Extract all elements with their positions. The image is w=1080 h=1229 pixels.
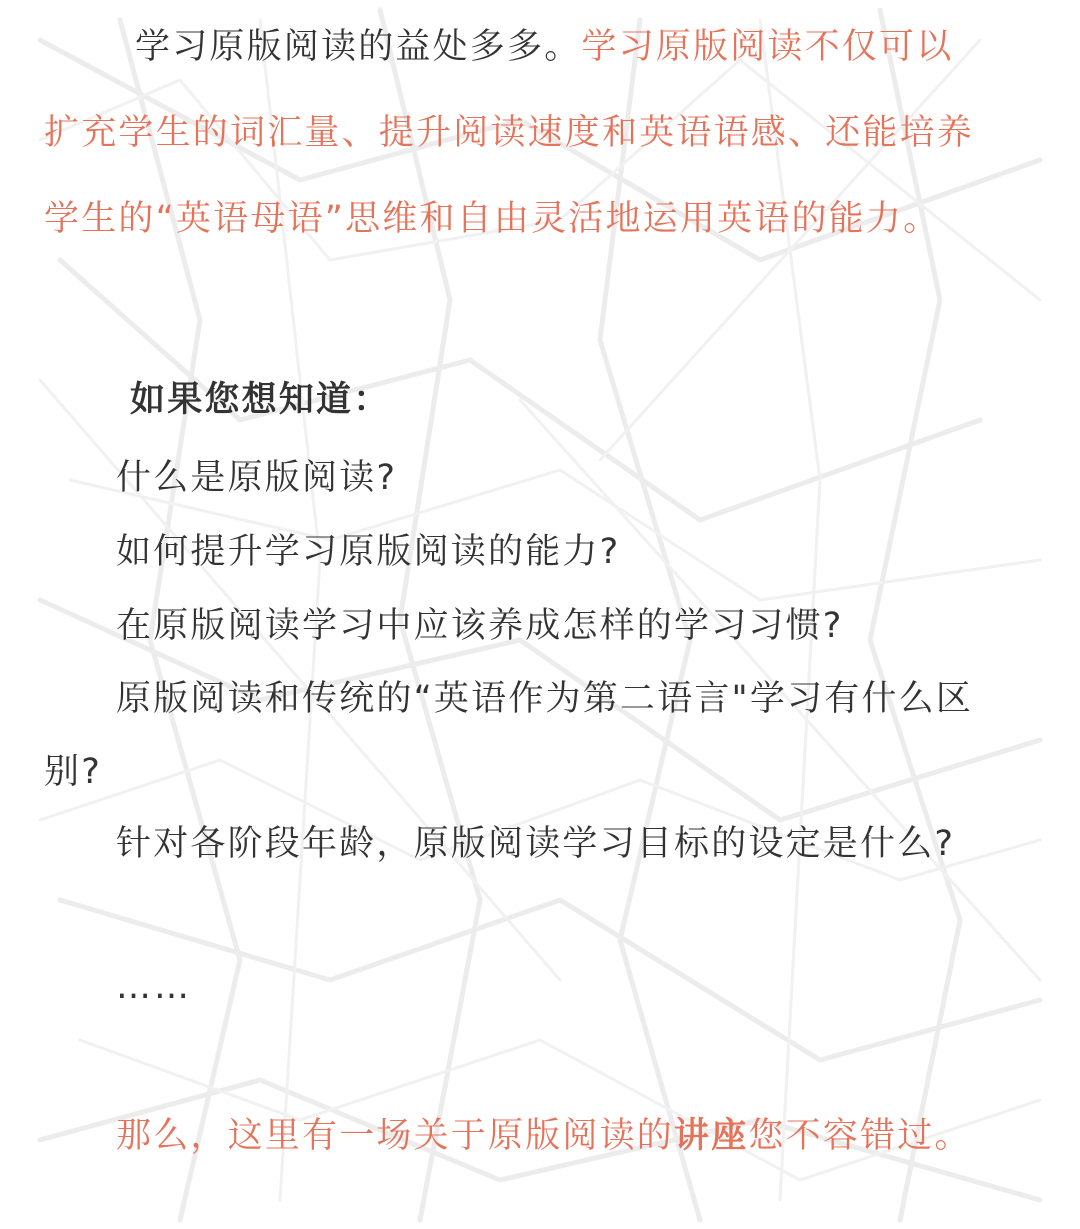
intro-line-2: 扩充学生的词汇量、提升阅读速度和英语语感、还能培养 [44,113,975,153]
closing-line [116,1114,972,1158]
question-4-line-1: 原版阅读和传统的“英语作为第二语言"学习有什么区 [116,679,974,719]
closing-text-2: 您不容错过。 [748,1116,972,1156]
question-2: 如何提升学习原版阅读的能力? [116,532,621,572]
ellipsis: …… [116,967,192,1007]
closing-bold-text: 讲座 [674,1116,749,1156]
questions-heading: 如果您想知道： [130,380,391,420]
intro-line-1 [135,25,953,69]
question-1: 什么是原版阅读? [116,458,398,498]
intro-plain-text: 学习原版阅读的益处多多。 [135,27,582,67]
question-3: 在原版阅读学习中应该养成怎样的学习习惯? [116,606,844,646]
intro-line-3: 学生的“英语母语”思维和自由灵活地运用英语的能力。 [44,199,941,239]
question-5: 针对各阶段年龄，原版阅读学习目标的设定是什么? [116,824,956,864]
intro-highlight-text-1: 学习原版阅读不仅可以 [581,27,954,67]
closing-text-1: 那么，这里有一场关于原版阅读的 [116,1116,675,1156]
question-4-line-2: 别? [44,752,102,792]
